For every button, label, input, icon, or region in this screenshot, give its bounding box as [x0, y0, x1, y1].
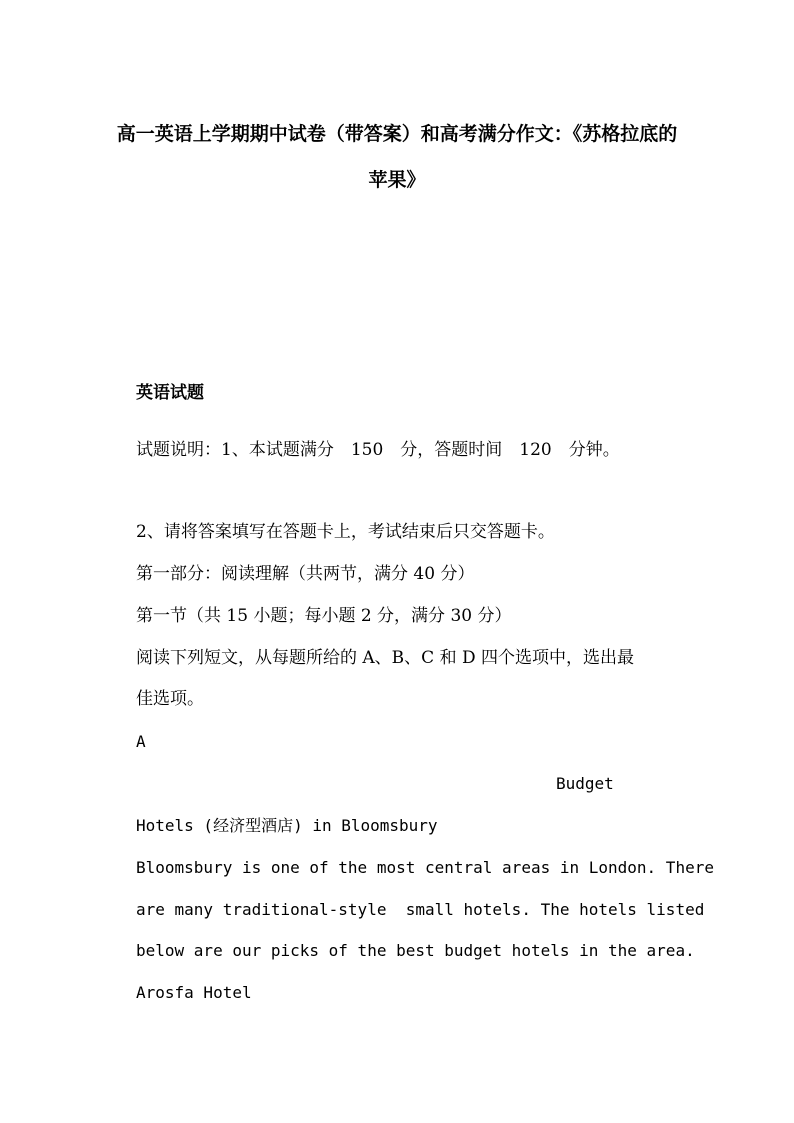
passage-text-line-3: below are our picks of the best budget hotels in the area. — [136, 941, 695, 960]
document-title-line-1: 高一英语上学期期中试卷（带答案）和高考满分作文：《苏格拉底的 — [116, 123, 678, 145]
instructions-line-1: 试题说明：1、本试题满分 150 分，答题时间 120 分钟。 — [136, 440, 620, 460]
directions-line-1: 阅读下列短文，从每题所给的 A、B、C 和 D 四个选项中，选出最 — [136, 648, 635, 668]
passage-text-line-1: Bloomsbury is one of the most central areas in London. There — [136, 858, 714, 877]
part-one-heading: 第一部分：阅读理解（共两节，满分 40 分） — [136, 564, 475, 584]
passage-label: A — [136, 732, 146, 751]
document-title-line-2: 苹果》 — [368, 169, 426, 191]
passage-title-line-1: Budget — [556, 774, 614, 793]
directions-line-2: 佳选项。 — [136, 689, 204, 709]
passage-title-line-2: Hotels (经济型酒店) in Bloomsbury — [136, 816, 438, 835]
instructions-line-2: 2、请将答案填写在答题卡上，考试结束后只交答题卡。 — [136, 522, 555, 542]
passage-text-line-2: are many traditional-style small hotels. The hotels listed — [136, 900, 705, 919]
section-one-heading: 第一节（共 15 小题；每小题 2 分，满分 30 分） — [136, 606, 512, 626]
section-heading: 英语试题 — [136, 383, 204, 403]
passage-text-line-4: Arosfa Hotel — [136, 983, 252, 1002]
